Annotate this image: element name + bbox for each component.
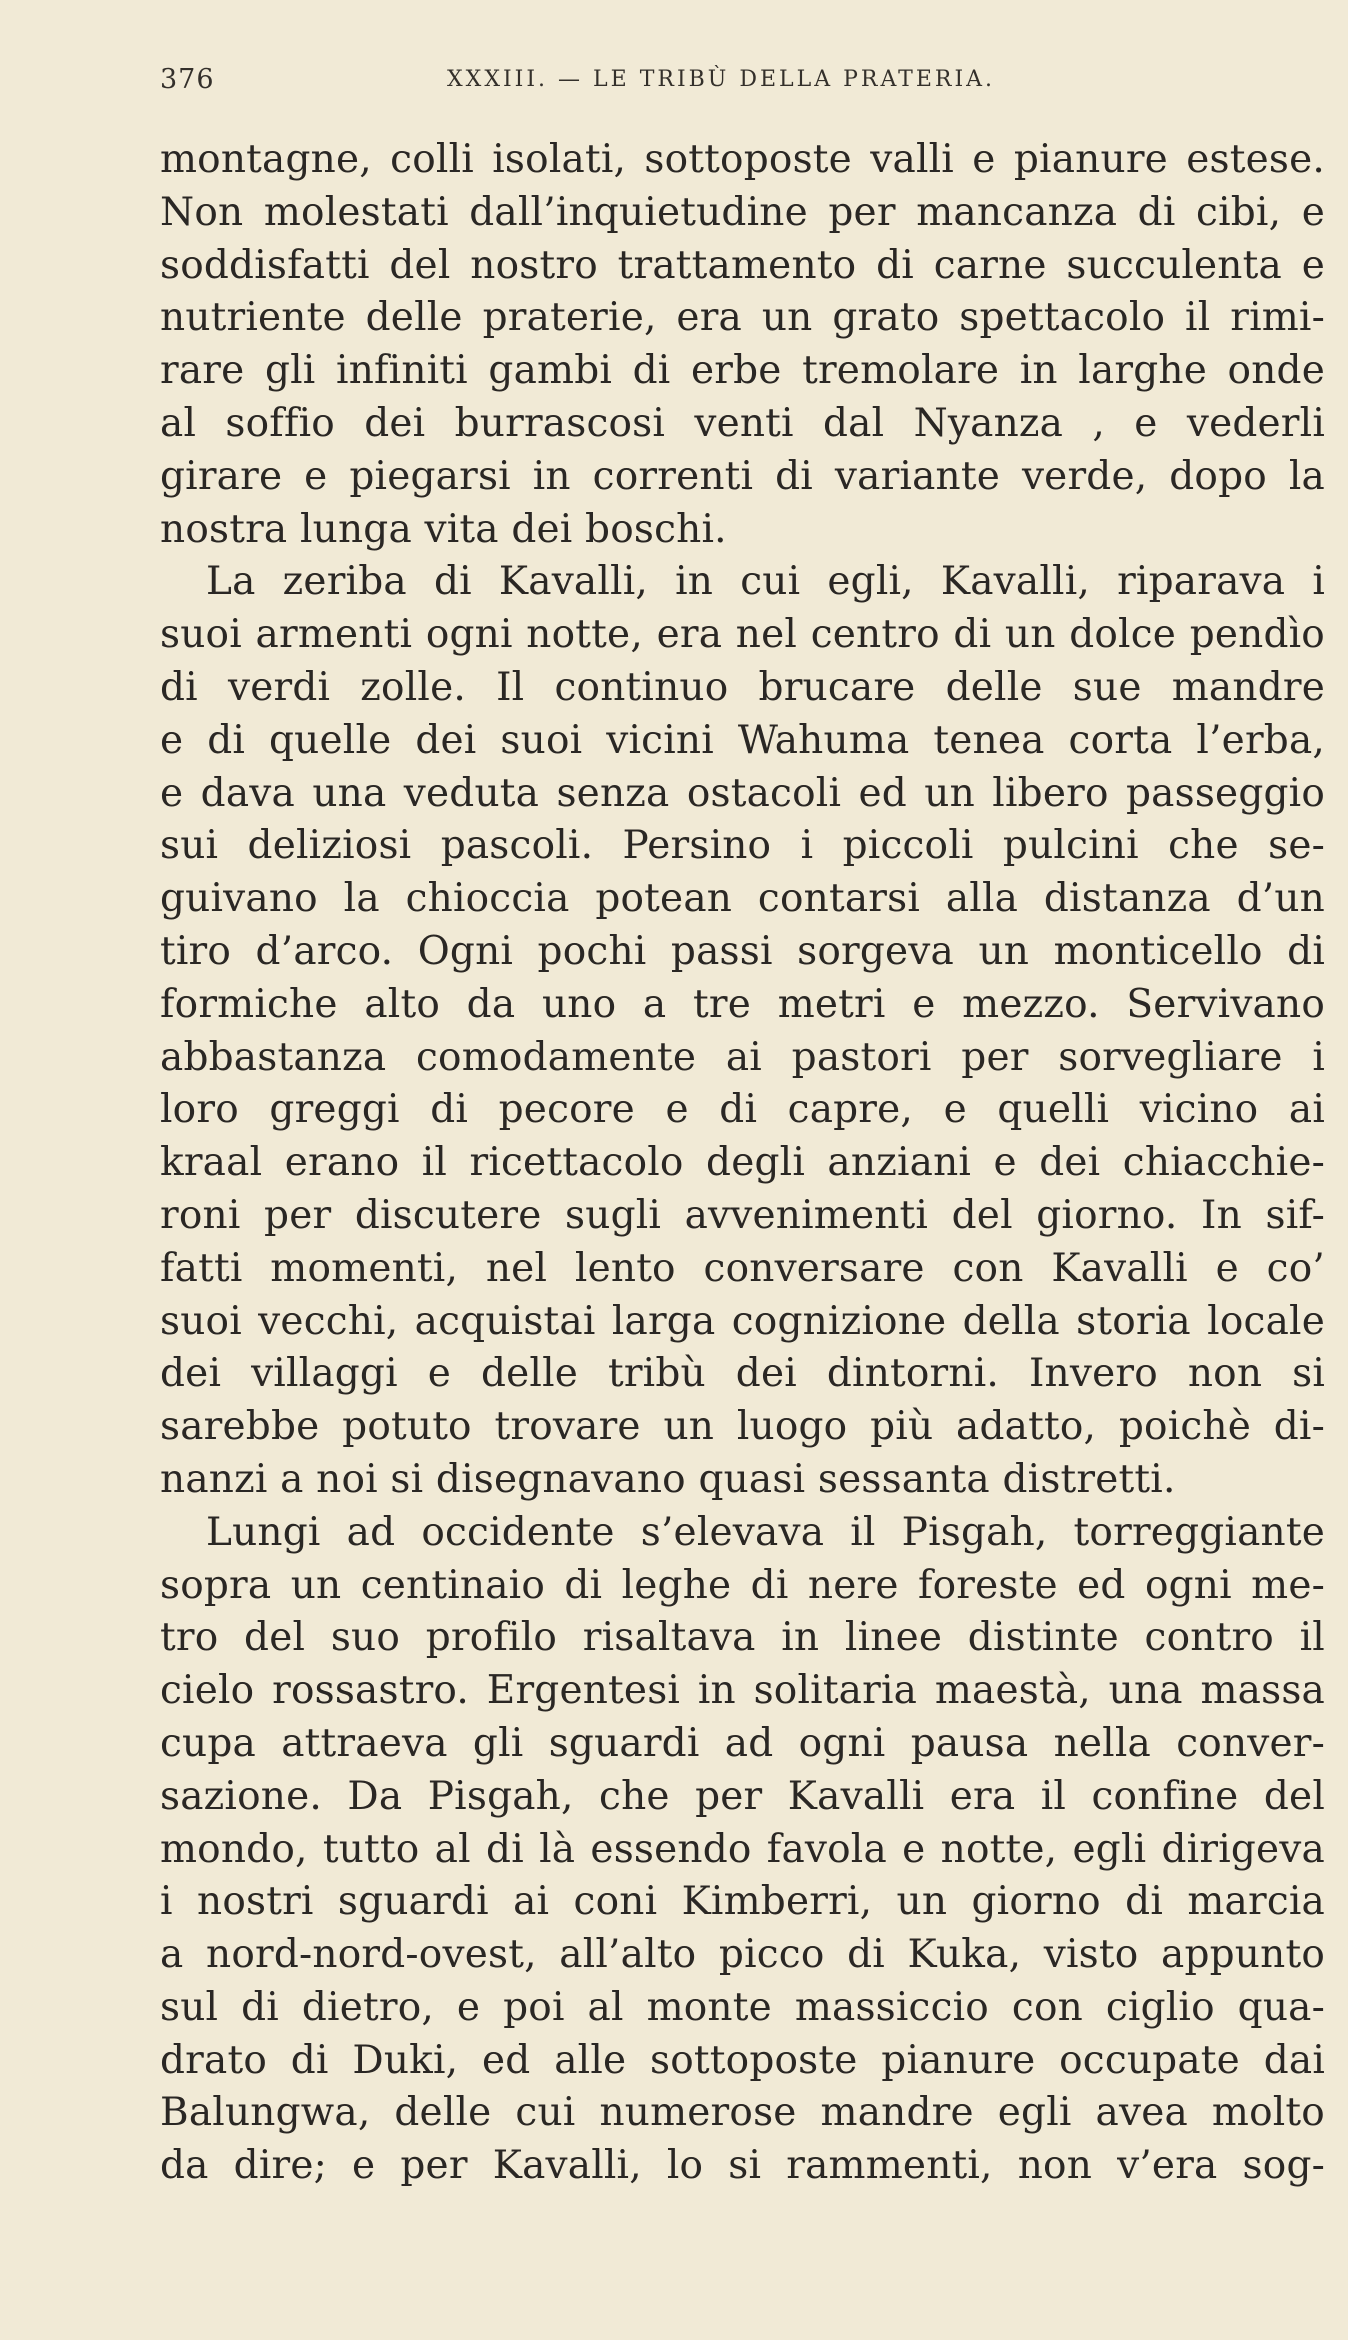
- text-line: cielo rossastro. Ergentesi in solitaria maestà, una massa: [160, 1668, 1325, 1714]
- page-number: 376: [160, 64, 215, 95]
- text-line: La zeriba di Kavalli, in cui egli, Kavalli, riparava i: [206, 559, 1325, 605]
- text-line: di verdi zolle. Il continuo brucare delle sue mandre: [160, 664, 1325, 710]
- text-line: i nostri sguardi ai coni Kimberri, un giorno di marcia: [160, 1879, 1325, 1925]
- text-line: suoi vecchi, acquistai larga cognizione della storia locale: [160, 1298, 1325, 1344]
- text-line: Non molestati dall’inquietudine per mancanza di cibi, e: [160, 189, 1325, 235]
- text-line: abbastanza comodamente ai pastori per sorvegliare i: [160, 1034, 1325, 1080]
- body-text: [160, 134, 1325, 2193]
- text-line: sazione. Da Pisgah, che per Kavalli era il confine del: [160, 1773, 1325, 1819]
- text-line: rare gli infiniti gambi di erbe tremolare in larghe onde: [160, 348, 1325, 394]
- text-line: sui deliziosi pascoli. Persino i piccoli pulcini che se-: [160, 823, 1325, 869]
- text-line: mondo, tutto al di là essendo favola e notte, egli dirigeva: [160, 1826, 1325, 1872]
- text-line: loro greggi di pecore e di capre, e quelli vicino ai: [160, 1087, 1325, 1133]
- text-line: a nord-nord-ovest, all’alto picco di Kuka, visto appunto: [160, 1932, 1325, 1978]
- text-line: Lungi ad occidente s’elevava il Pisgah, torreggiante: [206, 1509, 1325, 1555]
- running-head: XXXIII. — LE TRIBÙ DELLA PRATERIA.: [447, 67, 996, 92]
- text-line: nanzi a noi si disegnavano quasi sessanta distretti.: [160, 1456, 1176, 1502]
- text-line: nostra lunga vita dei boschi.: [160, 506, 727, 552]
- text-line: al soffio dei burrascosi venti dal Nyanza , e vederli: [160, 400, 1325, 446]
- text-line: sarebbe potuto trovare un luogo più adatto, poichè di-: [160, 1404, 1325, 1450]
- text-line: tro del suo profilo risaltava in linee distinte contro il: [160, 1615, 1325, 1661]
- text-line: da dire; e per Kavalli, lo si rammenti, non v’era sog-: [160, 2143, 1325, 2189]
- text-line: formiche alto da uno a tre metri e mezzo. Servivano: [160, 981, 1325, 1027]
- text-line: e di quelle dei suoi vicini Wahuma tenea corta l’erba,: [160, 717, 1325, 763]
- text-line: roni per discutere sugli avvenimenti del giorno. In sif-: [160, 1192, 1325, 1238]
- text-line: kraal erano il ricettacolo degli anziani e dei chiacchie-: [160, 1140, 1325, 1186]
- text-line: suoi armenti ogni notte, era nel centro di un dolce pendìo: [160, 612, 1325, 658]
- text-line: fatti momenti, nel lento conversare con Kavalli e co’: [160, 1245, 1325, 1291]
- text-line: guivano la chioccia potean contarsi alla distanza d’un: [160, 876, 1325, 922]
- text-line: sopra un centinaio di leghe di nere foreste ed ogni me-: [160, 1562, 1325, 1608]
- text-line: girare e piegarsi in correnti di variante verde, dopo la: [160, 453, 1325, 499]
- text-line: montagne, colli isolati, sottoposte valli e pianure estese.: [160, 137, 1325, 182]
- page-header: [160, 64, 1325, 104]
- text-line: e dava una veduta senza ostacoli ed un libero passeggio: [160, 770, 1325, 816]
- text-line: sul di dietro, e poi al monte massiccio con ciglio qua-: [160, 1984, 1325, 2030]
- text-line: tiro d’arco. Ogni pochi passi sorgeva un monticello di: [160, 928, 1325, 974]
- text-line: nutriente delle praterie, era un grato spettacolo il rimi-: [160, 295, 1325, 341]
- text-line: cupa attraeva gli sguardi ad ogni pausa nella conver-: [160, 1720, 1325, 1766]
- text-line: Balungwa, delle cui numerose mandre egli avea molto: [160, 2090, 1325, 2136]
- text-line: drato di Duki, ed alle sottoposte pianure occupate dai: [160, 2037, 1325, 2083]
- text-line: soddisfatti del nostro trattamento di carne succulenta e: [160, 242, 1325, 288]
- text-line: dei villaggi e delle tribù dei dintorni. Invero non si: [160, 1351, 1325, 1397]
